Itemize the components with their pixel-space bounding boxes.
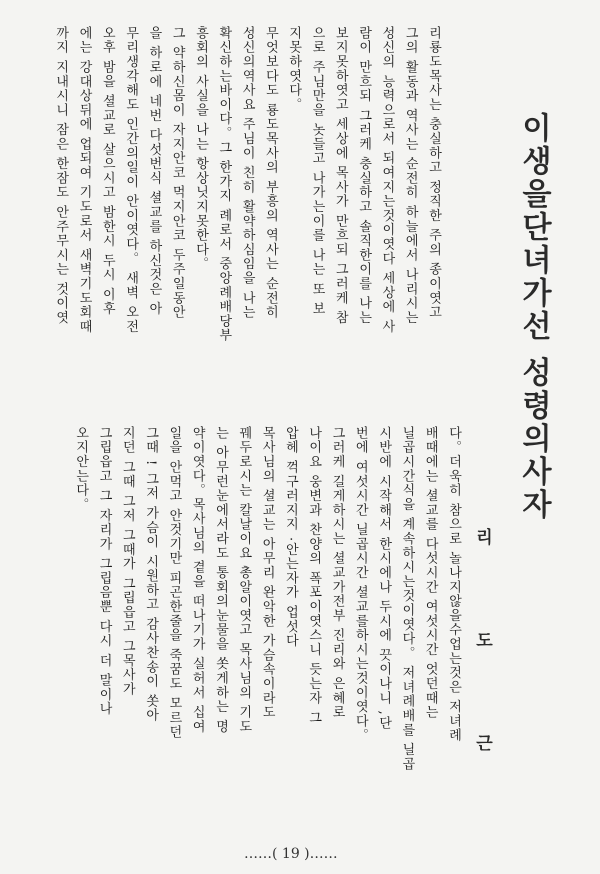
text-column: 무엇보다도 룡도목사의 부흥의 역사는 순전히: [262, 26, 278, 320]
text-column: 오지안는다。: [73, 426, 89, 512]
text-column: 목사님의 셜교는 아무리 완악한 가슴속이라도: [259, 426, 275, 720]
author-name: 리 도 근: [472, 528, 492, 791]
text-column: 압헤 꺽구러지지 ·안는자가 업섯다: [282, 426, 298, 648]
text-column: 나이요 웅변과 찬양의 폭포이엿스니 듯는자 그: [306, 426, 322, 725]
text-column: 람이 만흐되 그러케 충실하고 솔직한이를 나는: [356, 26, 372, 325]
text-column: 오후 밤을 셜교로 살으시고 밤한시 두시 이후: [99, 26, 115, 316]
page-number: ……( 19 )……: [244, 846, 338, 862]
text-column: 흥회의 사실을 나는 항상닛지못한다。: [193, 26, 208, 272]
text-column: 보지못하엿고 세상에 목사가 만흐되 그러케 참: [332, 26, 348, 325]
text-column: 그러케 길게하시는 셜교가전부 진리와 은혜로: [329, 426, 345, 720]
text-column: 꿰두로시는 칼날이요 총알이엿고 목사님의 기도: [236, 426, 252, 734]
text-column: 약이엿다。목사님의 곁을 떠나기가 실허서 십여: [189, 426, 205, 734]
text-column: 지던 그때 그저 그때가 그립읍고 그목사가: [119, 426, 135, 697]
text-column: 그때 ! 그저 가슴이 시원하고 감사찬송이 쏫아: [143, 426, 159, 723]
text-column: 그 약하신몸이 자지안코 먹지안코 두주일동안: [169, 26, 185, 320]
text-column: 배때에는 셜교를 다섯시간 여섯시간 엇던때는: [422, 426, 438, 720]
text-column: 그립읍고 그 자리가 그립음뿐 다시 더 말이나: [96, 426, 112, 716]
text-column: 무리생각해도 인간의일이 안이엿다。 새벽 오전: [123, 26, 139, 334]
text-column: 으로 주님만을 놋들고 나가는이를 나는 또 보: [309, 26, 325, 316]
article-title: 이생을단녀가선 성령의사자: [516, 112, 551, 522]
text-column: 다。더욱히 참으로 놀나지않을수업는것은 저녀례: [446, 426, 461, 743]
text-column: 시반에 시작해서 한시에나 두시에 끗이나니 ,단: [376, 426, 392, 731]
text-column: 성신의 능력으로서 되여지는것이엿다 세상에 사: [379, 26, 395, 334]
text-column: 는 아무런눈에서라도 통회의눈물을 쏫게하는 명: [213, 426, 228, 734]
text-column: 까지 지내시니 잠은 한잠도 안주무시는 것이엿: [53, 26, 69, 325]
text-column: 을 하로에 네번 다섯번식 셜교를 하신것은 아: [146, 26, 162, 316]
text-column: 번에 여섯시간 닐곱시간 셜교를하시는것이엿다。: [352, 426, 368, 743]
text-column: 성신의역사요 주님이 친히 활약하심임을 나는: [239, 26, 255, 320]
text-column: 리룡도목사는 충실하고 정직한 주의 종이엿고: [426, 26, 441, 320]
text-column: 지못하엿다。: [286, 26, 302, 112]
text-column: 닐곱시간식을 계속하시는것이엿다。 저녀례배를 닐곱: [399, 426, 415, 772]
text-column: 확신하는바이다。그 한가지 례로서 중앙례배당부: [216, 26, 232, 343]
text-column: 그의 활동과 역사는 순전히 하늘에서 나리시는: [402, 26, 418, 325]
text-column: 일을 안먹고 안것기만 피곤한줄을 죽꿈도 모르던: [166, 426, 182, 740]
text-column: 에는 강대상뒤에 업되여 기도로서 새벽기도회때: [76, 26, 92, 334]
